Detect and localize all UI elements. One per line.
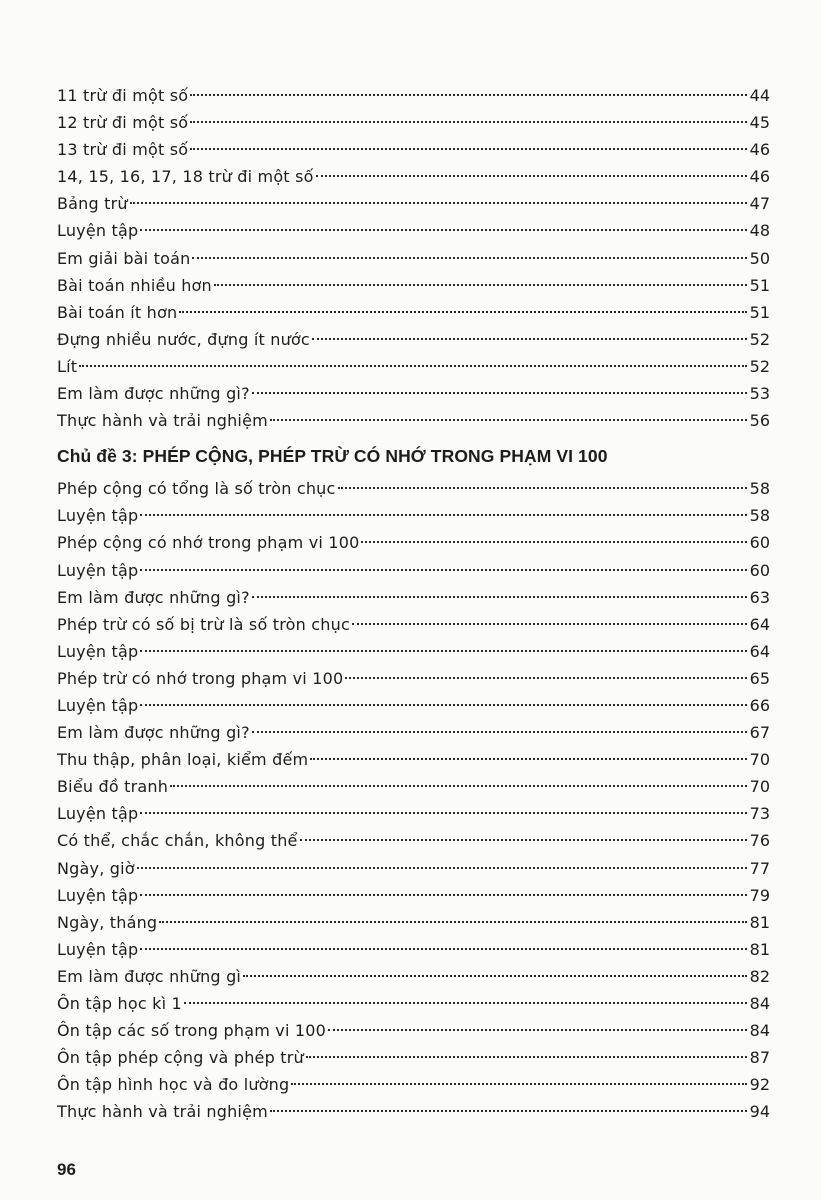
toc-entry — [57, 665, 770, 692]
dot-leader — [243, 975, 747, 977]
toc-entry — [57, 502, 770, 529]
toc-entry — [57, 136, 770, 163]
dot-leader — [190, 94, 746, 96]
toc-entry — [57, 692, 770, 719]
table-of-contents — [57, 82, 770, 1125]
toc-entry-title: Biểu đồ tranh — [57, 777, 169, 797]
dot-leader — [179, 311, 746, 313]
toc-entry-page: 63 — [749, 587, 770, 607]
toc-entry-title: 14, 15, 16, 17, 18 trừ đi một số — [57, 167, 314, 187]
dot-leader — [140, 650, 746, 652]
toc-entry — [57, 827, 770, 854]
toc-entry-title: Em làm được những gì? — [57, 384, 250, 404]
chapter-heading: Chủ đề 3: PHÉP CỘNG, PHÉP TRỪ CÓ NHỚ TRONG PHẠM VI 100 — [57, 446, 608, 467]
toc-entry-title: Lít — [57, 356, 78, 376]
toc-entry — [57, 245, 770, 272]
dot-leader — [192, 257, 746, 259]
toc-entry-title: Đựng nhiều nước, đựng ít nước — [57, 329, 310, 349]
toc-entry — [57, 326, 770, 353]
dot-leader — [310, 758, 746, 760]
toc-entry-page: 84 — [749, 1021, 770, 1041]
toc-entry — [57, 190, 770, 217]
toc-entry-page: 53 — [749, 384, 770, 404]
dot-leader — [252, 731, 747, 733]
toc-entry — [57, 909, 770, 936]
toc-entry-page: 56 — [749, 411, 770, 431]
dot-leader — [140, 704, 746, 706]
toc-entry-page: 52 — [749, 329, 770, 349]
dot-leader — [328, 1029, 747, 1031]
dot-leader — [184, 1002, 747, 1004]
toc-entry-title: Bảng trừ — [57, 194, 128, 214]
dot-leader — [140, 229, 746, 231]
toc-entry-title: Luyện tập — [57, 939, 139, 959]
dot-leader — [140, 948, 746, 950]
toc-entry — [57, 353, 770, 380]
toc-entry-page: 64 — [749, 641, 770, 661]
dot-leader — [361, 541, 746, 543]
dot-leader — [137, 867, 747, 869]
toc-entry — [57, 1017, 770, 1044]
dot-leader — [291, 1083, 746, 1085]
toc-entry — [57, 611, 770, 638]
toc-entry — [57, 990, 770, 1017]
toc-entry-title: Luyện tập — [57, 804, 139, 824]
toc-entry-title: Luyện tập — [57, 506, 139, 526]
toc-entry-page: 45 — [749, 113, 770, 133]
toc-section-before — [57, 82, 770, 434]
toc-entry-page: 70 — [749, 777, 770, 797]
toc-entry-page: 66 — [749, 695, 770, 715]
dot-leader — [270, 419, 747, 421]
page-number: 96 — [57, 1160, 76, 1179]
toc-entry-page: 65 — [749, 668, 770, 688]
dot-leader — [312, 338, 747, 340]
toc-entry-title: Phép cộng có tổng là số tròn chục — [57, 479, 336, 499]
toc-entry-title: Ôn tập phép cộng và phép trừ — [57, 1048, 304, 1068]
toc-entry-page: 79 — [749, 885, 770, 905]
dot-leader — [159, 921, 746, 923]
dot-leader — [170, 785, 747, 787]
toc-entry — [57, 475, 770, 502]
toc-entry-page: 64 — [749, 614, 770, 634]
toc-entry-page: 46 — [749, 167, 770, 187]
toc-entry — [57, 109, 770, 136]
toc-entry-title: Ôn tập học kì 1 — [57, 994, 182, 1013]
toc-entry — [57, 557, 770, 584]
toc-entry-page: 58 — [749, 506, 770, 526]
toc-entry — [57, 638, 770, 665]
toc-entry-page: 44 — [749, 86, 770, 105]
toc-entry-page: 81 — [749, 939, 770, 959]
dot-leader — [338, 487, 747, 489]
toc-entry-title: Em làm được những gì? — [57, 723, 250, 743]
toc-entry — [57, 719, 770, 746]
toc-entry-page: 82 — [749, 966, 770, 986]
toc-entry — [57, 584, 770, 611]
dot-leader — [252, 596, 747, 598]
toc-entry — [57, 217, 770, 244]
dot-leader — [214, 284, 747, 286]
toc-entry — [57, 82, 770, 109]
toc-entry — [57, 163, 770, 190]
toc-section-after — [57, 475, 770, 1125]
dot-leader — [140, 569, 746, 571]
toc-entry-title: 13 trừ đi một số — [57, 140, 189, 160]
dot-leader — [190, 121, 746, 123]
toc-entry-title: Thực hành và trải nghiệm — [57, 411, 268, 431]
toc-entry-title: Ôn tập hình học và đo lường — [57, 1075, 290, 1095]
dot-leader — [190, 148, 746, 150]
toc-entry-page: 84 — [749, 994, 770, 1013]
toc-entry-title: Luyện tập — [57, 221, 139, 241]
toc-entry-page: 92 — [749, 1075, 770, 1095]
toc-entry-title: Em làm được những gì — [57, 966, 242, 986]
toc-entry — [57, 746, 770, 773]
toc-entry — [57, 1044, 770, 1071]
toc-entry-page: 58 — [749, 479, 770, 499]
toc-entry — [57, 936, 770, 963]
toc-entry-title: Em giải bài toán — [57, 248, 191, 268]
toc-entry-title: Thực hành và trải nghiệm — [57, 1102, 268, 1122]
toc-entry-page: 67 — [749, 723, 770, 743]
toc-entry-page: 60 — [749, 533, 770, 553]
toc-entry — [57, 773, 770, 800]
dot-leader — [270, 1110, 747, 1112]
toc-entry-page: 52 — [749, 356, 770, 376]
toc-entry-title: Phép trừ có nhớ trong phạm vi 100 — [57, 668, 344, 688]
toc-entry — [57, 855, 770, 882]
toc-entry-title: Phép cộng có nhớ trong phạm vi 100 — [57, 533, 360, 553]
toc-entry-title: Thu thập, phân loại, kiểm đếm — [57, 750, 309, 770]
dot-leader — [140, 894, 746, 896]
toc-entry-title: Luyện tập — [57, 695, 139, 715]
toc-entry-title: Ngày, tháng — [57, 912, 158, 932]
toc-entry-title: Ôn tập các số trong phạm vi 100 — [57, 1021, 327, 1041]
toc-entry-title: Luyện tập — [57, 641, 139, 661]
toc-entry — [57, 1098, 770, 1125]
toc-entry — [57, 272, 770, 299]
toc-entry-page: 51 — [749, 302, 770, 322]
toc-entry-page: 60 — [749, 560, 770, 580]
dot-leader — [140, 812, 746, 814]
toc-entry-page: 94 — [749, 1102, 770, 1122]
dot-leader — [352, 623, 747, 625]
toc-entry — [57, 299, 770, 326]
toc-entry-title: Có thể, chắc chắn, không thể — [57, 831, 298, 851]
toc-entry — [57, 963, 770, 990]
toc-entry-title: Bài toán nhiều hơn — [57, 275, 212, 295]
toc-entry-page: 87 — [749, 1048, 770, 1068]
toc-entry-title: 11 trừ đi một số — [57, 86, 189, 105]
toc-entry-page: 70 — [749, 750, 770, 770]
dot-leader — [130, 202, 747, 204]
toc-entry — [57, 529, 770, 556]
dot-leader — [252, 392, 747, 394]
toc-entry — [57, 407, 770, 434]
toc-entry — [57, 1071, 770, 1098]
toc-entry-page: 51 — [749, 275, 770, 295]
toc-entry-title: Ngày, giờ — [57, 858, 135, 878]
dot-leader — [140, 514, 746, 516]
dot-leader — [345, 677, 746, 679]
toc-entry-page: 76 — [749, 831, 770, 851]
toc-entry-title: 12 trừ đi một số — [57, 113, 189, 133]
toc-entry-page: 47 — [749, 194, 770, 214]
toc-entry-page: 50 — [749, 248, 770, 268]
toc-entry-page: 73 — [749, 804, 770, 824]
toc-entry-page: 46 — [749, 140, 770, 160]
toc-entry — [57, 380, 770, 407]
toc-entry-title: Phép trừ có số bị trừ là số tròn chục — [57, 614, 350, 634]
toc-entry-title: Luyện tập — [57, 560, 139, 580]
toc-entry-title: Bài toán ít hơn — [57, 302, 178, 322]
toc-entry — [57, 882, 770, 909]
dot-leader — [300, 839, 747, 841]
toc-entry-page: 81 — [749, 912, 770, 932]
dot-leader — [79, 365, 746, 367]
toc-entry-title: Luyện tập — [57, 885, 139, 905]
toc-entry — [57, 800, 770, 827]
toc-entry-title: Em làm được những gì? — [57, 587, 250, 607]
dot-leader — [316, 175, 747, 177]
toc-entry-page: 48 — [749, 221, 770, 241]
toc-entry-page: 77 — [749, 858, 770, 878]
dot-leader — [306, 1056, 747, 1058]
